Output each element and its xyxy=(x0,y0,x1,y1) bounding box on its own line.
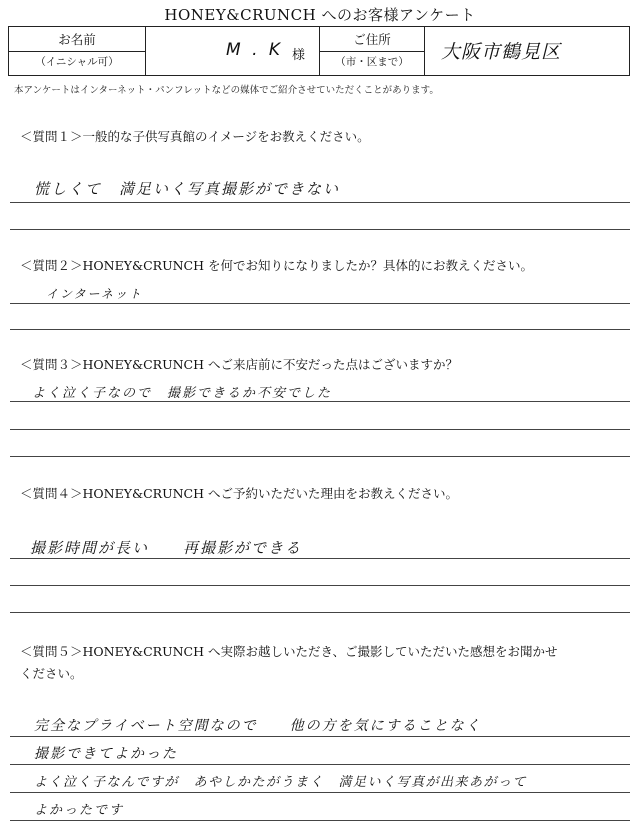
answer-line xyxy=(10,329,630,330)
answer-line xyxy=(10,303,630,304)
question-1-label: ＜質問１＞一般的な子供写真館のイメージをお教えください。 xyxy=(20,129,370,144)
answer-line xyxy=(10,585,630,586)
address-cell-divider xyxy=(320,51,424,52)
question-5-answer-line-3: よく泣く子なんですが あやしかたがうまく 満足いく写真が出来あがって xyxy=(34,775,528,790)
address-label: ご住所 xyxy=(353,32,391,47)
answer-line xyxy=(10,401,630,402)
question-2-label: ＜質問２＞HONEY&CRUNCH を何でお知りになりましたか？具体的にお教えください。 xyxy=(20,258,533,273)
answer-line xyxy=(10,202,630,203)
answer-line xyxy=(10,429,630,430)
name-value-cell xyxy=(146,27,319,75)
address-value-cell xyxy=(425,27,629,75)
name-sub-label: （イニシャル可） xyxy=(35,56,119,68)
customer-info-table xyxy=(8,26,630,76)
answer-line xyxy=(10,736,630,737)
name-cell-divider xyxy=(9,51,145,52)
answer-line xyxy=(10,612,630,613)
question-5-label-line-2: ください。 xyxy=(20,666,83,681)
survey-title: HONEY&CRUNCH へのお客様アンケート xyxy=(164,6,476,24)
address-sub-label: （市・区まで） xyxy=(335,56,409,68)
question-3-answer: よく泣く子なので 撮影できるか不安でした xyxy=(32,386,333,401)
question-5-answer-line-4: よかったです xyxy=(34,803,125,818)
answer-line xyxy=(10,558,630,559)
answer-line xyxy=(10,820,630,821)
question-4-answer: 撮影時間が長い 再撮影ができる xyxy=(30,539,303,557)
name-label: お名前 xyxy=(58,32,96,47)
name-value: M . K xyxy=(226,40,284,60)
question-2-answer: インターネット xyxy=(46,287,143,301)
answer-line xyxy=(10,792,630,793)
answer-line xyxy=(10,456,630,457)
question-5-answer-line-2: 撮影できてよかった xyxy=(34,746,178,762)
question-3-label: ＜質問３＞HONEY&CRUNCH へご来店前に不安だった点はございますか？ xyxy=(20,357,458,372)
question-4-label: ＜質問４＞HONEY&CRUNCH へご予約いただいた理由をお教えください。 xyxy=(20,486,458,501)
answer-line xyxy=(10,229,630,230)
name-suffix: 様 xyxy=(292,48,306,63)
question-1-answer: 慌しくて 満足いく写真撮影ができない xyxy=(34,180,341,198)
question-5-label-line-1: ＜質問５＞HONEY&CRUNCH へ実際お越しいただき、ご撮影していただいた感想をお聞かせ xyxy=(20,644,558,659)
address-value: 大阪市鶴見区 xyxy=(441,41,562,63)
answer-line xyxy=(10,764,630,765)
publication-notice: 本アンケートはインターネット・パンフレットなどの媒体でご紹介させていただくことがあります。 xyxy=(14,85,439,96)
question-5-answer-line-1: 完全なプライベート空間なので 他の方を気にすることなく xyxy=(34,718,482,734)
